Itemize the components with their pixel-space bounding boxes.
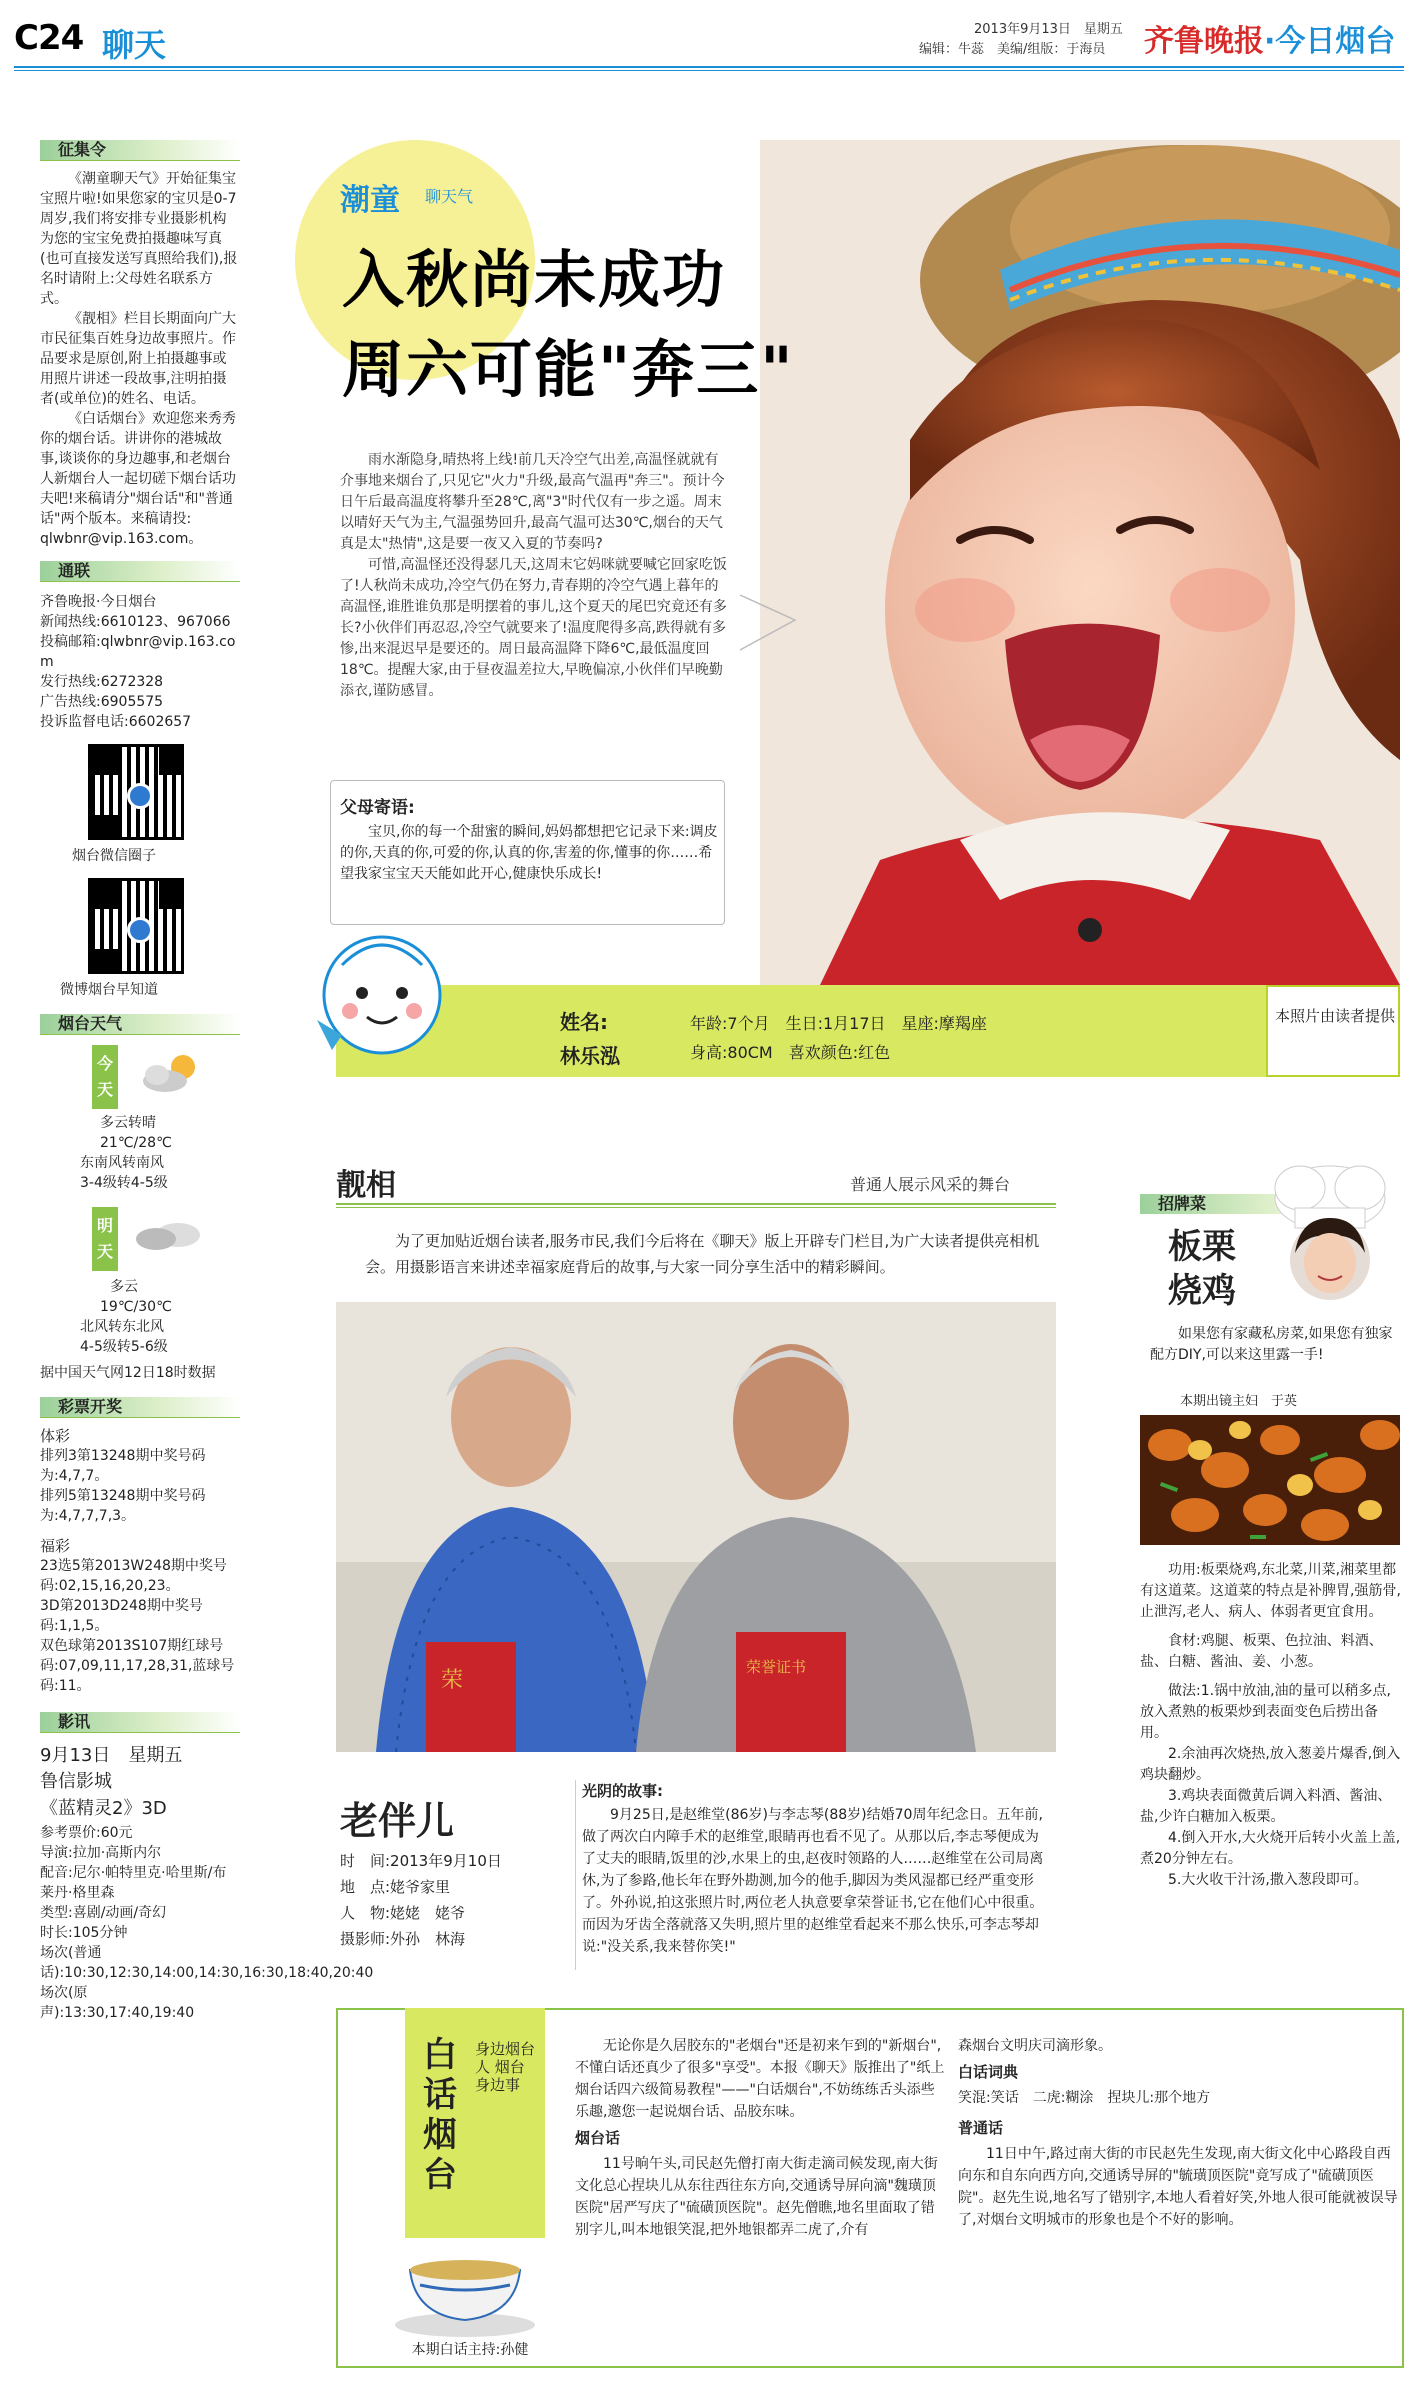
recipe-para: 2.余油再次烧热,放入葱姜片爆香,倒入鸡块翻炒。 <box>1140 1746 1401 1783</box>
sidebar-tag-weather: 烟台天气 <box>40 1014 240 1034</box>
submission-email-link[interactable]: qlwbnr@vip.163.com。 <box>40 531 203 547</box>
recipe-intro: 如果您有家藏私房菜,如果您有独家配方DIY,可以来这里露一手! <box>1150 1326 1393 1363</box>
sidebar-tag-zhengji: 征集令 <box>40 140 240 160</box>
headline-line1: 入秋尚未成功 <box>342 243 727 316</box>
liangxiang-intro: 为了更加贴近烟台读者,服务市民,我们今后将在《聊天》版上开辟专门栏目,为广大读者提供亮相机会。用摄影语言来讲述幸福家庭背后的故事,与大家一同分享生活中的精彩瞬间。 <box>365 1232 1040 1276</box>
recipe-para: 4.倒入开水,大火烧开后转小火盖上盖,煮20分钟左右。 <box>1140 1830 1401 1867</box>
speech-bubble-tail <box>735 590 805 660</box>
weibo-qr-code[interactable] <box>88 878 184 974</box>
section-name: 聊天 <box>102 26 167 64</box>
kicker: 潮童 <box>340 183 400 218</box>
baihua-heading: 普通话 <box>958 2119 1004 2137</box>
movie-detail: 导演:拉加·高斯内尔 <box>40 1845 162 1861</box>
elderly-couple-photo <box>336 1302 1056 1752</box>
weather-today <box>40 1045 240 1195</box>
movie-detail: 配音:尼尔·帕特里克·哈里斯/布莱丹·格里森 <box>40 1865 227 1901</box>
wechat-qr-code[interactable] <box>88 744 184 840</box>
zhengji-para: 《靓相》栏目长期面向广大市民征集百姓身边故事照片。作品要求是原创,附上拍摄趣事或用照片讲述一段故事,注明拍摄者(或单位)的姓名、电话。 <box>40 311 236 407</box>
zhengji-body <box>40 169 240 549</box>
lottery-result: 双色球第2013S107期红球号码:07,09,11,17,28,31,蓝球号码:11。 <box>40 1638 235 1694</box>
weather-temp: 21℃/28℃ <box>100 1135 172 1151</box>
weather-tomorrow <box>40 1207 240 1357</box>
cartoon-baby-icon <box>312 925 447 1075</box>
divider <box>40 1034 240 1035</box>
baby-info-line2: 身高:80CM 喜欢颜色:红色 <box>690 1043 891 1062</box>
baby-illustration <box>760 140 1400 985</box>
lottery-result: 排列3第13248期中奖号码为:4,7,7。 <box>40 1448 206 1484</box>
liangxiang-title: 靓相 <box>336 1168 396 1203</box>
parent-message-text: 宝贝,你的每一个甜蜜的瞬间,妈妈都想把它记录下来:调皮的你,天真的你,可爱的你,认真的你,害羞的你,懂事的你……希望我家宝宝天天能如此开心,健康快乐成长! <box>340 824 718 882</box>
cloud-sun-icon <box>135 1049 205 1095</box>
divider <box>40 1732 240 1733</box>
contact-line: 发行热线:6272328 <box>40 674 164 690</box>
weather-wind: 东南风转南风 <box>80 1155 164 1171</box>
meta-line: 地 点:姥爷家里 <box>340 1878 451 1896</box>
contact-line: 齐鲁晚报·今日烟台 <box>40 594 157 610</box>
story-text: 9月25日,是赵维堂(86岁)与李志琴(88岁)结婚70周年纪念日。五年前,做了两次白内障手术的赵维堂,眼睛再也看不见了。从那以后,李志琴便成为了丈夫的眼睛,饭里的沙,水果上的虫,赵夜时领路的人……赵维堂在公司局离休,为了参路,他长年在野外勘测,加今的他手,脚因为类风湿都已经严重变形了。外孙说,拍这张照片时,两位老人执意要拿荣誉证书,它在他们心中很重。而因为牙齿全落就落又失明,照片里的赵维堂看起来不那么快乐,可李志琴却说:"没关系,我来替你笑!" <box>582 1807 1044 1955</box>
meta-line: 人 物:姥姥 姥爷 <box>340 1904 466 1922</box>
movie-cinema: 鲁信影城 <box>40 1771 112 1792</box>
recipe-tag: 招牌菜 <box>1140 1194 1350 1214</box>
contact-line: 广告热线:6905575 <box>40 694 164 710</box>
brand-main: 齐鲁晚报 <box>1144 24 1264 59</box>
baihua-column-1 <box>575 2035 945 2241</box>
movie-detail: 场次(原声):13:30,17:40,19:40 <box>40 1985 195 2021</box>
cloud-icon <box>130 1213 205 1253</box>
movie-date: 9月13日 星期五 <box>40 1745 183 1766</box>
sidebar <box>40 140 374 2023</box>
baihua-heading: 烟台话 <box>575 2129 621 2147</box>
baihua-subtitle: 身边烟台人 烟台身边事 <box>475 2040 536 2094</box>
weather-source: 据中国天气网12日18时数据 <box>40 1365 216 1381</box>
sidebar-tag-movie: 影讯 <box>40 1712 240 1732</box>
baby-name-value: 林乐泓 <box>560 1044 620 1068</box>
lottery-ticai-title: 体彩 <box>40 1427 71 1445</box>
weather-temp: 19℃/30℃ <box>100 1299 172 1315</box>
lottery-result: 23选5第2013W248期中奖号码:02,15,16,20,23。 <box>40 1558 227 1594</box>
headline-line2: 周六可能"奔三" <box>342 333 795 406</box>
contact-line: 新闻热线:6610123、967066 <box>40 614 231 630</box>
recipe-para: 5.大火收干汁汤,撒入葱段即可。 <box>1168 1872 1368 1888</box>
intro-para: 雨水渐隐身,晴热将上线!前几天冷空气出差,高温怪就就有介事地来烟台了,只见它"火力"升级,最高气温再"奔三"。预计今日午后最高温度将攀升至28℃,离"3"时代仅有一步之遥。周末以晴好天气为主,气温强势回升,最高气温可达30℃,烟台的天气真是太"热情",这是要一夜又入夏的节奏吗? <box>340 452 725 552</box>
lottery-result: 3D第2013D248期中奖号码:1,1,5。 <box>40 1598 203 1634</box>
movie-detail: 参考票价:60元 <box>40 1825 133 1841</box>
header-editors: 编辑：牛蕊 美编/组版：于海员 <box>919 42 1106 57</box>
lottery-fucai-title: 福彩 <box>40 1537 71 1555</box>
baihua-heading: 白话词典 <box>958 2063 1019 2081</box>
baby-photo <box>760 140 1400 985</box>
header-date: 2013年9月13日 星期五 <box>974 22 1123 37</box>
zhengji-para: 《潮童聊天气》开始征集宝宝照片啦!如果您家的宝贝是0-7周岁,我们将安排专业摄影机构为您的宝宝免费拍摄趣味写真(也可直接发送写真照给我们),报名时请附上:父母姓名联系方式。 <box>40 171 238 307</box>
photo-credit-box <box>1266 985 1400 1077</box>
meta-line: 时 间:2013年9月10日 <box>340 1852 502 1870</box>
header-rule <box>14 66 1404 68</box>
weather-wind: 北风转东北风 <box>80 1319 164 1335</box>
divider <box>40 1417 240 1418</box>
certificate-text: 荣誉证书 <box>746 1658 807 1676</box>
weather-day-label: 今天 <box>92 1045 118 1109</box>
movie-detail: 类型:喜剧/动画/奇幻 <box>40 1905 167 1921</box>
parent-message-title: 父母寄语: <box>340 798 415 818</box>
intro-para: 可惜,高温怪还没得瑟几天,这周末它妈咪就要喊它回家吃饭了!人秋尚未成功,冷空气仍在努力,青春期的冷空气遇上暮年的高温怪,谁胜谁负那是明摆着的事儿,这个夏天的尾巴究竟还有多长?小伙伴们再忍忍,冷空气就要来了!温度爬得多高,跌得就有多惨,出来混迟早是要还的。周日最高温降下降6℃,最低温度回18℃。提醒大家,由于昼夜温差拉大,早晚偏凉,小伙伴们早晚勤添衣,谨防感冒。 <box>340 557 727 699</box>
lottery-result: 排列5第13248期中奖号码为:4,7,7,7,3。 <box>40 1488 206 1524</box>
recipe-para: 食材:鸡腿、板栗、色拉油、料酒、盐、白糖、酱油、姜、小葱。 <box>1140 1633 1383 1670</box>
liangxiang-slogan: 普通人展示风采的舞台 <box>850 1175 1011 1194</box>
weather-desc: 多云转晴 <box>100 1115 156 1131</box>
meta-line: 摄影师:外孙 林海 <box>340 1930 466 1948</box>
recipe-para: 功用:板栗烧鸡,东北菜,川菜,湘菜里都有这道菜。这道菜的特点是补脾胃,强筋骨,止泄泻,老人、病人、体弱者更宜食用。 <box>1140 1562 1401 1620</box>
qr-caption: 烟台微信圈子 <box>72 848 156 864</box>
dish-illustration <box>1140 1415 1400 1545</box>
page-header <box>14 14 1404 62</box>
divider <box>40 160 240 161</box>
recipe-host: 本期出镜主妇 于英 <box>1180 1394 1298 1409</box>
header-rule-thin <box>14 70 1404 71</box>
divider <box>336 1203 1056 1205</box>
recipe-para: 做法:1.锅中放油,油的量可以稍多点,放入煮熟的板栗炒到表面变色后捞出备用。 <box>1140 1683 1391 1741</box>
tonglian-body <box>40 592 240 732</box>
weather-desc: 多云 <box>110 1279 138 1295</box>
recipe-body <box>1140 1560 1402 1891</box>
baby-info-line1: 年龄:7个月 生日:1月17日 星座:摩羯座 <box>690 1014 987 1033</box>
divider <box>40 581 240 582</box>
baby-name-label: 姓名: <box>560 1010 608 1034</box>
baihua-dictionary: 笑混:笑话 二虎:糊涂 捏块儿:那个地方 <box>958 2090 1211 2106</box>
movie-detail: 场次(普通话):10:30,12:30,14:00,14:30,16:30,18:40,20:40 <box>40 1945 374 1981</box>
recipe-para: 3.鸡块表面微黄后调入料酒、酱油、盐,少许白糖加入板栗。 <box>1140 1788 1392 1825</box>
feature-title: 老伴儿 <box>340 1799 455 1843</box>
brand-sub: ·今日烟台 <box>1264 24 1396 59</box>
chef-avatar <box>1260 1158 1395 1308</box>
weather-level: 3-4级转4-5级 <box>80 1175 168 1191</box>
weather-level: 4-5级转5-6级 <box>80 1339 168 1355</box>
dish-photo <box>1140 1415 1400 1545</box>
kicker-sub: 聊天气 <box>425 187 474 206</box>
baihua-title: 白话烟台 <box>423 2035 457 2195</box>
tea-cup-icon <box>385 2240 545 2340</box>
zhengji-para: 《白话烟台》欢迎您来秀秀你的烟台话。讲讲你的港城故事,谈谈你的身边趣事,和老烟台人新烟台人一起切磋下烟台话功夫吧!来稿请分"烟台话"和"普通话"两个版本。来稿请投: <box>40 411 236 527</box>
story-label: 光阴的故事: <box>582 1782 663 1800</box>
baihua-dialect-text: 11号晌午头,司民赵先僧打南大街走滴司候发现,南大街文化总心捏块儿从东往西往东方向,交通诱导屏向滴"魏璜顶医院"居严写庆了"硫磺顶医院"。赵先僧瞧,地名里面取了错别字儿,叫本地银笑混,把外地银都弄二虎了,介有 <box>575 2156 938 2238</box>
baihua-dialect-text-cont: 森烟台文明庆司滴形象。 <box>958 2038 1112 2054</box>
contact-line: 投诉监督电话:6602657 <box>40 714 192 730</box>
sidebar-tag-tonglian: 通联 <box>40 561 240 581</box>
couple-illustration <box>336 1302 1056 1752</box>
contact-line: 投稿邮箱:qlwbnr@vip.163.com <box>40 634 236 670</box>
baihua-intro: 无论你是久居胶东的"老烟台"还是初来乍到的"新烟台",不懂白话还真少了很多"享受"。本报《聊天》版推出了"纸上烟台话四六级简易教程"——"白话烟台",不妨练练舌头添些乐趣,邀您一起说烟台话、品胶东味。 <box>575 2038 945 2120</box>
divider <box>575 1780 576 1970</box>
movie-detail: 时长:105分钟 <box>40 1925 128 1941</box>
qr-caption: 微博烟台早知道 <box>60 982 158 998</box>
certificate-text: 荣 <box>441 1668 464 1693</box>
baihua-host: 本期白话主持:孙健 <box>411 2342 529 2358</box>
weather-day-label: 明天 <box>92 1207 118 1271</box>
baihua-mandarin-text: 11日中午,路过南大街的市民赵先生发现,南大街文化中心路段自西向东和自东向西方向,交通诱导屏的"毓璜顶医院"竟写成了"硫磺顶医院"。赵先生说,地名写了错别字,本地人看着好笑,外地人很可能就被误导了,对烟台文明城市的形象也是个不好的影响。 <box>958 2146 1398 2228</box>
hero-intro <box>340 450 730 702</box>
divider <box>336 1207 1056 1208</box>
photo-credit: 本照片由读者提供 <box>1275 1007 1396 1025</box>
sidebar-tag-lottery: 彩票开奖 <box>40 1397 240 1417</box>
movie-title: 《蓝精灵2》3D <box>40 1798 167 1819</box>
page-number: C24 <box>14 18 84 58</box>
newspaper-brand <box>1144 16 1395 60</box>
baihua-column-2 <box>958 2035 1398 2231</box>
feature-meta <box>340 1848 502 1952</box>
recipe-title: 板栗烧鸡 <box>1168 1227 1236 1311</box>
